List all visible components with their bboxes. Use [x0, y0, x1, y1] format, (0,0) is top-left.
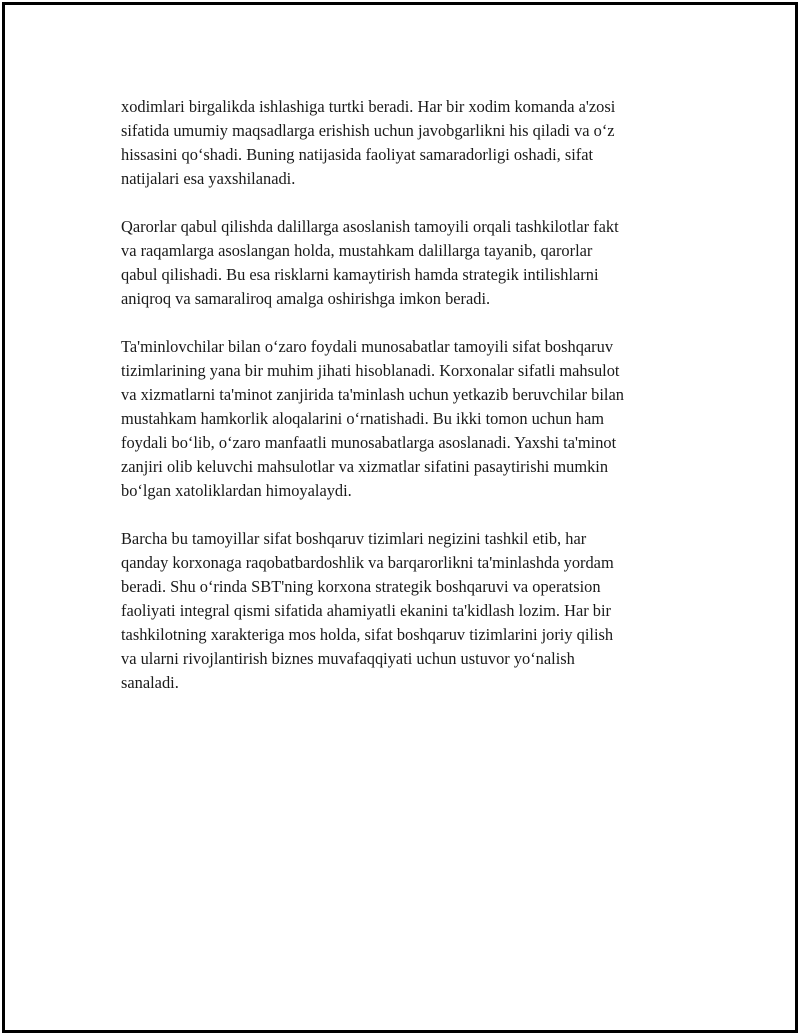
text-line: natijalari esa yaxshilanadi.	[121, 169, 296, 188]
text-line: hissasini qo‘shadi. Buning natijasida faoliyat samaradorligi oshadi, sifat	[121, 145, 594, 164]
text-line: mustahkam hamkorlik aloqalarini o‘rnatishadi. Bu ikki tomon uchun ham	[121, 409, 604, 428]
text-line: bo‘lgan xatoliklardan himoyalaydi.	[121, 481, 352, 500]
text-line: Qarorlar qabul qilishda dalillarga asoslanish tamoyili orqali tashkilotlar fakt	[121, 217, 619, 236]
text-line: va ularni rivojlantirish biznes muvafaqqiyati uchun ustuvor yo‘nalish	[121, 649, 575, 668]
text-line: faoliyati integral qismi sifatida ahamiyatli ekanini ta'kidlash lozim. Har bir	[121, 601, 611, 620]
text-line: qabul qilishadi. Bu esa risklarni kamaytirish hamda strategik intilishlarni	[121, 265, 599, 284]
paragraph-supplier-relations	[121, 335, 701, 503]
text-line: Ta'minlovchilar bilan o‘zaro foydali munosabatlar tamoyili sifat boshqaruv	[121, 337, 614, 356]
text-line: beradi. Shu o‘rinda SBT'ning korxona strategik boshqaruvi va operatsion	[121, 577, 601, 596]
text-line: tashkilotning xarakteriga mos holda, sifat boshqaruv tizimlarini joriy qilish	[121, 625, 614, 644]
text-line: zanjiri olib keluvchi mahsulotlar va xizmatlar sifatini pasaytirishi mumkin	[121, 457, 609, 476]
text-line: xodimlari birgalikda ishlashiga turtki beradi. Har bir xodim komanda a'zosi	[121, 97, 616, 116]
text-line: foydali bo‘lib, o‘zaro manfaatli munosabatlarga asoslanadi. Yaxshi ta'minot	[121, 433, 617, 452]
text-line: va xizmatlarni ta'minot zanjirida ta'minlash uchun yetkazib beruvchilar bilan	[121, 385, 624, 404]
page-border	[2, 2, 798, 1033]
paragraph-teamwork	[121, 95, 701, 191]
text-line: aniqroq va samaraliroq amalga oshirishga imkon beradi.	[121, 289, 491, 308]
text-line: qanday korxonaga raqobatbardoshlik va barqarorlikni ta'minlashda yordam	[121, 553, 614, 572]
paragraph-evidence-based-decisions	[121, 215, 701, 311]
text-line: Barcha bu tamoyillar sifat boshqaruv tizimlari negizini tashkil etib, har	[121, 529, 587, 548]
page-content	[121, 95, 701, 719]
text-line: sifatida umumiy maqsadlarga erishish uchun javobgarlikni his qiladi va o‘z	[121, 121, 615, 140]
paragraph-conclusion	[121, 527, 701, 695]
text-line: va raqamlarga asoslangan holda, mustahkam dalillarga tayanib, qarorlar	[121, 241, 593, 260]
text-line: sanaladi.	[121, 673, 179, 692]
text-line: tizimlarining yana bir muhim jihati hisoblanadi. Korxonalar sifatli mahsulot	[121, 361, 620, 380]
